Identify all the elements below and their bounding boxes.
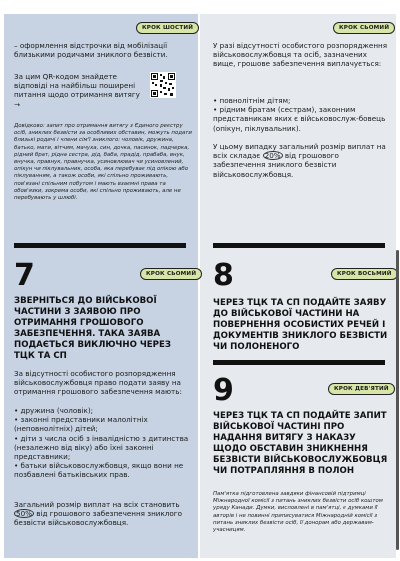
step-seven-amount-text: Загальний розмір виплат на всіх становить 50% від грошового забезпечення зниклого безвісти військовослужбовця. xyxy=(14,500,182,528)
step-eight-badge: КРОК ВОСЬМИЙ xyxy=(331,268,398,280)
step-number-7: 7 xyxy=(14,258,35,293)
scrollbar[interactable] xyxy=(396,250,399,550)
step-number-8: 8 xyxy=(213,258,234,293)
eligible-item: • діти з числа осіб з інвалідністю з дитинства (незалежно від віку) або їхні законні представники; xyxy=(14,433,189,462)
step-seven-top-badge: КРОК СЬОМИЙ xyxy=(333,22,395,34)
percent-circle: 20% xyxy=(264,151,281,161)
qr-code[interactable] xyxy=(150,72,176,98)
step-seven-intro: За відсутності особистого розпорядження військовослужбовця право подати заяву на отримання грошового забезпечення мають: xyxy=(14,369,182,397)
step-seven-badge: КРОК СЬОМИЙ xyxy=(140,268,202,280)
step-eight-heading: ЧЕРЕЗ ТЦК ТА СП ПОДАЙТЕ ЗАЯВУ ДО ВІЙСЬКОВОЇ ЧАСТИНИ НА ПОВЕРНЕННЯ ОСОБИСТИХ РЕЧЕЙ І ДОКУМЕНТІВ ЗНИКЛОГО БЕЗВІСТИ ЧИ ПОЛОНЕНОГО xyxy=(213,298,388,352)
mobilization-deferral-text: – оформлення відстрочки від мобілізації близькими родичами зниклого безвісти. xyxy=(14,41,168,60)
section-divider xyxy=(213,243,385,248)
relatives-note: Довідково: запит про отримання витягу з Єдиного реєстру осіб, зниклих безвісти за особливих обставин, можуть подати близькі родичі і члени сім'ї зниклого: чоловік, дружина, батько, мати, вітчим, мачуха, син, дочка, пасинок, падчерка, рідний брат, рідна сестра, дід, баба, прадід, прабаба, внук, внучка, правнук, правнучка, усиновлювач чи усиновлений, опікун чи піклувальник, особа, яка перебуває під опікою або піклуванням, а також особи, які спільно проживають, пов'язані спільним побутом і мають взаємні права та обов'язки, зокрема особи, які спільно проживають, але не перебувають у шлюбі. xyxy=(14,123,192,202)
step-seven-heading: ЗВЕРНІТЬСЯ ДО ВІЙСЬКОВОЇ ЧАСТИНИ З ЗАЯВОЮ ПРО ОТРИМАННЯ ГРОШОВОГО ЗАБЕЗПЕЧЕННЯ. ТАКА ЗАЯВА ПОДАЄТЬСЯ ВИКЛЮЧНО ЧЕРЕЗ ТЦК ТА СП xyxy=(14,296,171,361)
eligible-item: • законні представники малолітніх (неповнолітніх) дітей; xyxy=(14,415,148,434)
percent-circle: 50% xyxy=(16,509,32,519)
step-number-9: 9 xyxy=(213,373,234,408)
payment-recipients-list xyxy=(213,96,389,133)
section-divider xyxy=(213,360,385,365)
qr-instructions-text: За цим QR-кодом знайдете відповіді на найбільш поширені питання щодо отримання витягу → xyxy=(14,72,140,109)
funding-footnote: Пам'ятка підготовлена завдяки фінансовій підтримці Міжнародної комісії з питань зниклих безвісти осіб коштом уряду Канади. Думки, висловлені в пам'ятці, є думками її авторів і не повинні приписуватися Міжнародній комісії з питань зниклих безвісти осіб, її донорам або державам-учасницям. xyxy=(213,491,383,534)
eligible-item: • дружина (чоловік); xyxy=(14,406,94,415)
eligible-item: • батьки військовослужбовця, якщо вони не позбавлені батьківських прав. xyxy=(14,461,184,480)
step-nine-badge: КРОК ДЕВ'ЯТИЙ xyxy=(328,383,395,395)
step-nine-heading: ЧЕРЕЗ ТЦК ТА СП ПОДАЙТЕ ЗАПИТ ВІЙСЬКОВОЇ ЧАСТИНІ ПРО НАДАННЯ ВИТЯГУ З НАКАЗУ ЩОДО ОБСТАВИН ЗНИКНЕННЯ БЕЗВІСТИ ВІЙСЬКОВОСЛУЖБОВЦЯ ЧИ ПОТРАПЛЯННЯ В ПОЛОН xyxy=(213,411,388,476)
payment-amount-text: У цьому випадку загальний розмір виплат на всіх складає 20% від грошового забезпечення зниклого безвісти військовослужбовця. xyxy=(213,142,386,179)
step-six-badge: КРОК ШОСТИЙ xyxy=(136,22,199,34)
step-seven-eligible-list xyxy=(14,406,192,480)
payment-intro: У разі відсутності особистого розпорядження військовослужбовця та осіб, зазначених вище, грошове забезпечення виплачується: xyxy=(213,41,388,69)
section-divider xyxy=(14,243,186,248)
recipient-item: • рідним братам (сестрам), законним представникам яких є військовослуж-бовець (опікун, піклувальник). xyxy=(213,105,386,133)
recipient-item: • повнолітнім дітям; xyxy=(213,96,291,105)
